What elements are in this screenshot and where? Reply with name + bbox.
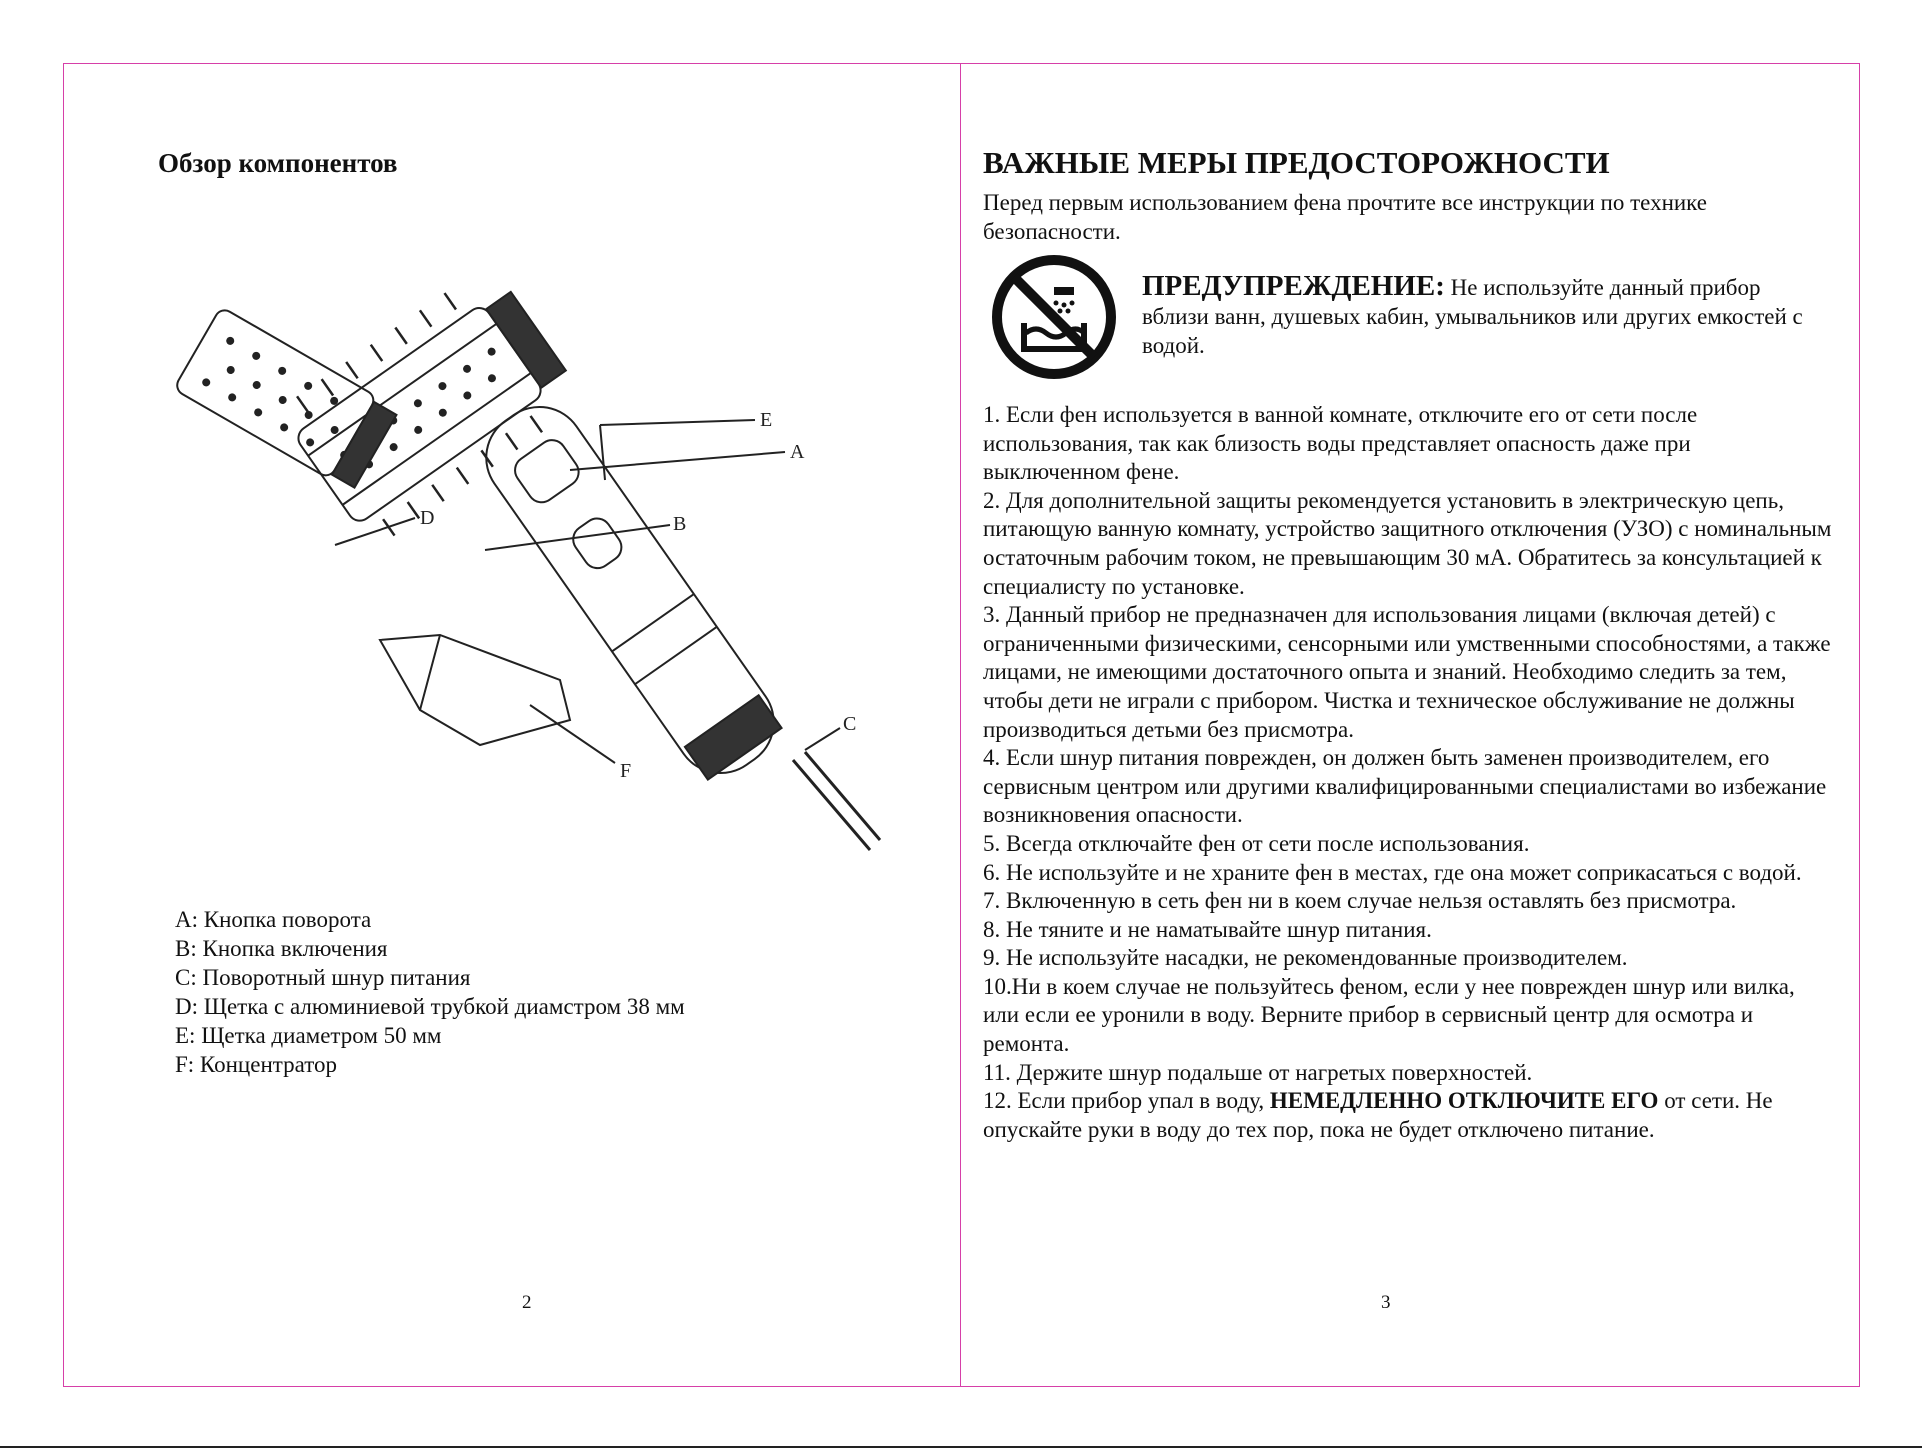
rule12-emphasis: НЕМЕДЛЕННО ОТКЛЮЧИТЕ ЕГО [1269,1088,1659,1114]
safety-rule: 6. Не используйте и не храните фен в местах, где она может соприкасаться с водой. [983,859,1802,885]
page-number-left: 2 [522,1292,532,1313]
safety-rules-list [983,401,1833,1144]
leader-e [600,425,605,480]
safety-title: ВАЖНЫЕ МЕРЫ ПРЕДОСТОРОЖНОСТИ [983,145,1610,180]
concentrator [380,635,570,745]
no-water-icon [990,253,1118,381]
bottom-rule [0,1446,1922,1448]
leader-d [335,518,415,545]
callout-f: F [620,760,632,782]
warning-text: Не используйте данный прибор вблизи ванн, душевых кабин, умывальников или других емкостей с водой. [1142,275,1803,358]
safety-rule: 4. Если шнур питания поврежден, он должен быть заменен производителем, его сервисным центром или другими квалифицированными специалистами во избежание возникновения опасности. [983,745,1827,828]
legend-item: A: Кнопка поворота [175,907,372,932]
legend-item: C: Поворотный шнур питания [175,965,471,990]
leader-c [805,728,840,750]
callout-e: E [760,409,773,431]
rule12-start: 12. Если прибор упал в воду, [983,1088,1270,1114]
components-title: Обзор компонентов [158,148,398,178]
legend-item: B: Кнопка включения [175,936,388,961]
component-legend [175,905,685,1079]
safety-rule: 7. Включенную в сеть фен ни в коем случае нельзя оставлять без присмотра. [983,888,1737,914]
callout-a: A [790,441,805,463]
callout-d: D [420,507,435,529]
safety-rule: 10.Ни в коем случае не пользуйтесь феном, если у нее поврежден шнур или вилка, или если ее уронили в воду. Верните прибор в сервисный центр для осмотра и ремонта. [983,973,1795,1057]
safety-intro: Перед первым использованием фена прочтите все инструкции по технике безопасности. [983,190,1707,244]
legend-item: E: Щетка диаметром 50 мм [175,1023,442,1048]
safety-rule: 11. Держите шнур подальше от нагретых поверхностей. [983,1059,1533,1085]
legend-item: D: Щетка с алюминиевой трубкой диамстром 38 мм [175,994,685,1019]
safety-rule: 1. Если фен используется в ванной комнате, отключите его от сети после использования, так как близость воды представляет опасность даже при выключенном фене. [983,402,1698,485]
safety-rule-12 [983,1087,1833,1144]
rule12-end: от сети. Не опускайте руки в воду до тех пор, пока не будет отключено питание. [983,1088,1773,1142]
safety-rule: 5. Всегда отключайте фен от сети после использования. [983,830,1530,856]
safety-rule: 2. Для дополнительной защиты рекомендуется установить в электрическую цепь, питающую ванную комнату, устройство защитного отключения (УЗО) с номинальным остаточным рабочим током, не превышающим 30 мА. Обратитесь за консультацией к специалисту по установке. [983,487,1832,599]
warning-label: ПРЕДУПРЕЖДЕНИЕ: [1142,270,1445,302]
leader-f [530,705,615,763]
safety-rule: 8. Не тяните и не наматывайте шнур питания. [983,916,1432,942]
safety-rule: 3. Данный прибор не предназначен для использования лицами (включая детей) с ограниченными физическими, сенсорными или умственными способностями, а также лицами, не имеющими достаточного опыта и знаний. Необходимо следить за тем, чтобы дети не играли с прибором. Чистка и техническое обслуживание не должны производиться детьми без присмотра. [983,602,1831,742]
warning-block [1142,272,1832,360]
safety-rule: 9. Не используйте насадки, не рекомендованные производителем. [983,945,1628,971]
hair-styler-illustration [150,240,910,870]
small-brush-38mm [174,307,400,492]
page-number-right: 3 [1381,1292,1391,1313]
legend-item: F: Концентратор [175,1052,337,1077]
callout-c: C [843,713,857,735]
callout-b: B [673,513,687,535]
